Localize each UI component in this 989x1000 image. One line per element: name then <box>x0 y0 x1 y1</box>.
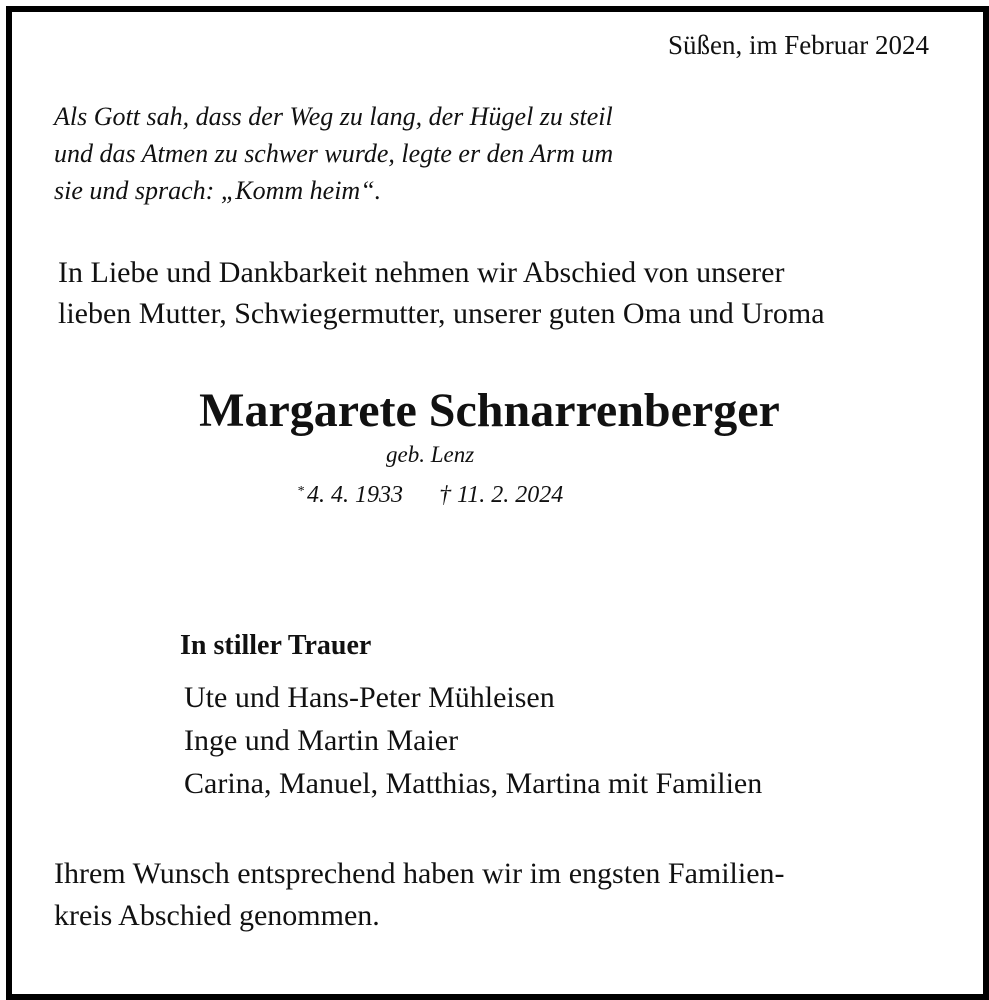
mourner-entry: Carina, Manuel, Matthias, Martina mit Familien <box>184 767 763 800</box>
mourner-entry: Ute und Hans-Peter Mühleisen <box>184 681 555 714</box>
intro-line: lieben Mutter, Schwiegermutter, unserer guten Oma und Uroma <box>58 297 825 330</box>
birth-symbol: * <box>297 484 304 499</box>
poem-line: sie und sprach: „Komm heim“. <box>54 176 382 205</box>
poem-quote <box>54 98 613 209</box>
mourning-heading: In stiller Trauer <box>180 630 372 661</box>
maiden-name: geb. Lenz <box>386 442 475 467</box>
closing-line: Ihrem Wunsch entsprechend haben wir im engsten Familien- <box>54 857 785 890</box>
birth-date: 4. 4. 1933 <box>307 482 403 508</box>
deceased-name <box>0 383 989 438</box>
deceased-name-text: Margarete Schnarrenberger <box>199 384 780 437</box>
poem-line: Als Gott sah, dass der Weg zu lang, der Hügel zu steil <box>54 102 613 131</box>
life-dates <box>297 482 563 509</box>
place-date: Süßen, im Februar 2024 <box>668 30 929 60</box>
closing-text <box>54 853 785 937</box>
intro-text <box>58 252 825 334</box>
mourner-entry: Inge und Martin Maier <box>184 724 459 757</box>
intro-line: In Liebe und Dankbarkeit nehmen wir Abschied von unserer <box>58 256 785 289</box>
poem-line: und das Atmen zu schwer wurde, legte er den Arm um <box>54 139 614 168</box>
death-date: † 11. 2. 2024 <box>439 482 564 508</box>
mourners-list <box>184 676 762 805</box>
closing-line: kreis Abschied genommen. <box>54 899 380 932</box>
